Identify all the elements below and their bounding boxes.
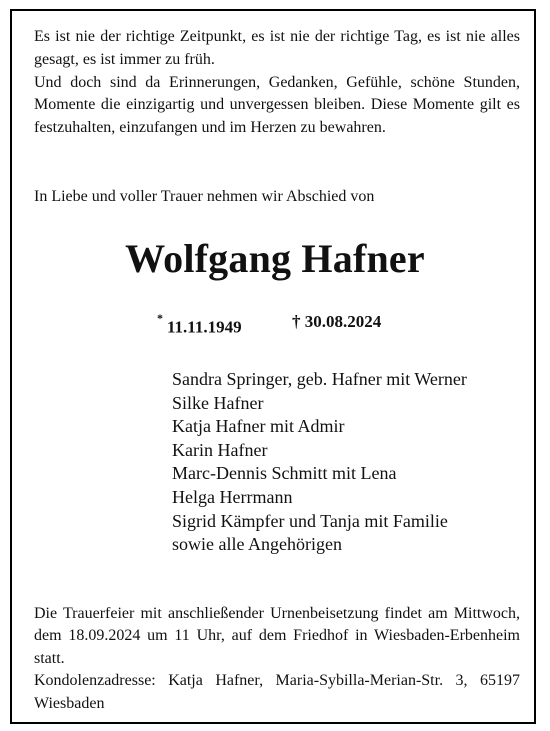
intro-line: Es ist nie der richtige Zeitpunkt, es ist nie der richtige Tag, es ist nie alles gesagt, es ist immer zu früh. [34, 28, 520, 68]
farewell-text: In Liebe und voller Trauer nehmen wir Abschied von [34, 188, 375, 205]
obituary-notice [10, 9, 536, 724]
mourner-item: Katja Hafner mit Admir [172, 416, 345, 437]
birth-date-block [157, 311, 242, 339]
intro-line: Und doch sind da Erinnerungen, Gedanken, Gefühle, schöne Stunden, Momente die einzigartig und unvergessen bleiben. Diese Momente gilt es festzuhalten, einzufangen und im Herzen zu bewahren. [34, 73, 520, 137]
mourner-item: Karin Hafner [172, 439, 268, 460]
mourner-item: Sigrid Kämpfer und Tanja mit Familie [172, 510, 448, 531]
deceased-name: Wolfgang Hafner [125, 236, 425, 281]
mourner-item: Marc-Dennis Schmitt mit Lena [172, 463, 397, 484]
ceremony-text: Die Trauerfeier mit anschließender Urnenbeisetzung findet am Mittwoch, dem 18.09.2024 um 11 Uhr, auf dem Friedhof in Wiesbaden-Erbenheim statt. [34, 605, 520, 667]
mourner-item: Sandra Springer, geb. Hafner mit Werner [172, 369, 467, 389]
mourner-item: Helga Herrmann [172, 486, 293, 507]
condolence-address: Kondolenzadresse: Katja Hafner, Maria-Sybilla-Merian-Str. 3, 65197 Wiesbaden [34, 672, 520, 712]
mourner-item: sowie alle Angehörigen [172, 534, 342, 555]
birth-symbol: * [157, 311, 163, 325]
mourners-list [172, 368, 467, 557]
death-date: † 30.08.2024 [292, 312, 382, 331]
service-info [34, 603, 520, 715]
intro-text [34, 26, 520, 140]
mourner-item: Silke Hafner [172, 392, 264, 413]
birth-date: 11.11.1949 [167, 317, 242, 337]
